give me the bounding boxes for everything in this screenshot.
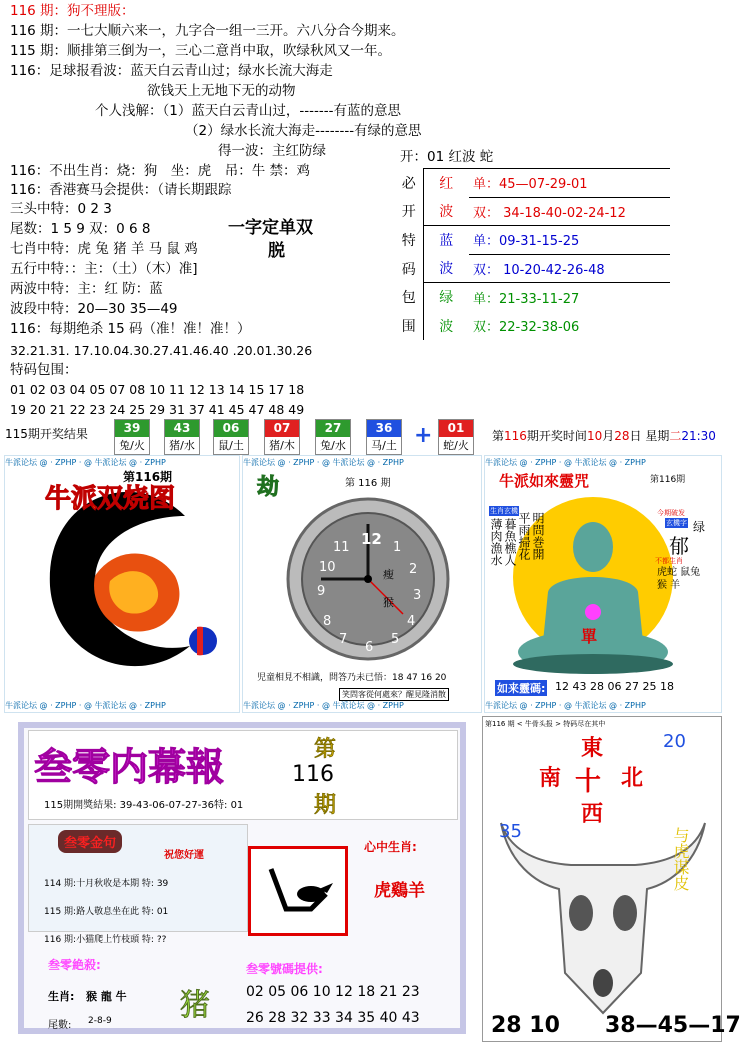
bottom-left-nums: 28 10	[491, 1013, 560, 1038]
right-tag: 玄機字	[666, 519, 687, 527]
panel-buddha	[484, 455, 722, 713]
kill-15-line: 116：每期绝杀 15 码（准！准！准！）	[10, 321, 251, 337]
ball-zodiac: 猪/水	[165, 437, 199, 454]
skull-header: 第116 期 < 牛骨头报 > 特码尽在其中	[485, 720, 606, 728]
left-col: 平雨掃花	[517, 512, 531, 560]
dir-west: 西	[581, 802, 604, 827]
result-ball	[315, 419, 351, 455]
bird-icon	[251, 849, 345, 933]
news-qi: 期	[314, 793, 337, 818]
left-col: 明問巻開	[531, 512, 545, 560]
wave-row: 单：21-33-11-27	[469, 283, 670, 312]
side-label: 包	[401, 290, 416, 307]
num-20: 20	[663, 731, 686, 752]
wave-segment-line: 波段中特：20—30 35—49	[10, 301, 178, 317]
panel-border-text: 牛派论坛 @ · ZPHP · @ 牛派论坛 @ · ZPHP	[243, 458, 404, 467]
single-double-title: 一字定单双	[228, 218, 313, 238]
panel-double-burn	[4, 455, 240, 713]
side-phrase: 与虎谋皮	[671, 827, 690, 891]
football-riddle: 116：足球报看波：蓝天白云青山过；绿水长流大海走	[10, 63, 333, 79]
clock-footer: 笑問客從何處來？醒見隆消散	[339, 688, 449, 701]
surround-row-1: 01 02 03 04 05 07 08 10 11 12 13 14 15 17 18	[10, 382, 305, 397]
bottom-nums: 12 43 28 06 27 25 18	[555, 680, 674, 693]
kill-label: 叁零絶殺:	[48, 958, 101, 972]
quote-sub: 祝您好運	[164, 850, 204, 861]
result-ball	[213, 419, 249, 455]
next-draw-time: 第116期开奖时间10月28日 星期二21:30	[492, 429, 716, 443]
clock-num: 11	[333, 540, 350, 555]
special-wave-table	[395, 168, 670, 340]
two-wave-line: 两波中特：主：红 防：蓝	[10, 281, 163, 297]
num-35: 35	[499, 821, 522, 842]
panel-border-text: 牛派论坛 @ · ZPHP · @ 牛派论坛 @ · ZPHP	[485, 458, 646, 467]
quote-116: 116 期:小猫爬上竹枝頭 特: ??	[44, 935, 167, 945]
wave-cat: 波	[423, 311, 469, 340]
dir-east: 東	[581, 736, 604, 761]
tail-line: 尾数：1 5 9 双：0 6 8	[10, 221, 151, 237]
wave-cat: 红	[423, 169, 469, 198]
ball-number: 07	[265, 420, 299, 437]
panel-border-text: 牛派论坛 @ · ZPHP · @ 牛派论坛 @ · ZPHP	[5, 458, 166, 467]
panel-inside-news	[18, 722, 466, 1034]
clock-center-bottom: 猴	[383, 596, 394, 609]
bird-frame	[248, 846, 348, 936]
ball-number: 27	[316, 420, 350, 437]
kill-numbers: 32.21.31. 17.10.04.30.27.41.46.40 .20.01.30.26	[10, 343, 313, 358]
clock-num: 1	[393, 540, 402, 555]
must-zodiac: 虎鷄羊	[374, 881, 425, 901]
wave-row: 单：09-31-15-25	[469, 226, 670, 255]
side-label: 必	[401, 175, 416, 192]
panel-title: 劫	[257, 475, 280, 500]
panel-bull-skull	[482, 716, 741, 1042]
panel-issue: 第116期	[123, 470, 173, 484]
panel-issue: 第116期	[650, 475, 686, 485]
kill-zodiac: 猴 龍 牛	[86, 990, 127, 1003]
riddle-116: 116 期：一七大顺六来一，九字合一组一三开。六八分合今期来。	[10, 23, 405, 39]
clock-num: 8	[323, 614, 332, 629]
wave-conclusion: 得一波：主红防绿	[218, 143, 326, 159]
left-col: 薄肉漁水	[489, 518, 503, 566]
chest-char: 單	[581, 627, 598, 646]
panel-border-text: 牛派论坛 @ · ZPHP · @ 牛派论坛 @ · ZPHP	[243, 701, 404, 710]
news-di: 第	[314, 737, 337, 762]
side-label: 码	[401, 261, 416, 278]
codes-row-2: 26 28 32 33 34 35 40 43	[246, 1010, 420, 1026]
plus-sign: +	[414, 423, 433, 448]
wave-cat: 绿	[423, 283, 469, 312]
not-zodiac-line: 116：不出生肖：烧：狗 坐：虎 吊：牛 禁：鸡	[10, 163, 311, 179]
ball-number: 39	[115, 420, 149, 437]
clock-num: 6	[365, 640, 374, 655]
right-big: 郁	[669, 534, 689, 558]
single-double-sub: 脱	[268, 241, 285, 261]
left-tag: 生肖玄機	[490, 507, 518, 515]
panel-title: 牛派如來靈咒	[499, 472, 590, 490]
surround-row-2: 19 20 21 22 23 24 25 29 31 37 41 45 47 48 49	[10, 402, 305, 417]
right-grid: 虎蛇 鼠兔猴 羊	[657, 567, 701, 591]
tail-label: 尾數:	[48, 1020, 72, 1031]
tail-value: 2-8-9	[88, 1016, 112, 1026]
ball-number: 06	[214, 420, 248, 437]
panel-border-text: 牛派论坛 @ · ZPHP · @ 牛派论坛 @ · ZPHP	[5, 701, 166, 710]
clock-num: 7	[339, 632, 348, 647]
explain-2: （2）绿水长流大海走--------有绿的意思	[185, 123, 422, 139]
center-cross: 十	[575, 767, 602, 797]
clock-num: 3	[413, 588, 422, 603]
result-ball	[264, 419, 300, 455]
news-issue: 116	[292, 762, 334, 787]
kill-zodiac-label: 生肖:	[48, 990, 75, 1003]
result-ball	[164, 419, 200, 455]
dir-south: 南	[539, 766, 562, 791]
news-title: 叁零内幕報	[34, 744, 225, 789]
side-label: 开	[401, 204, 416, 221]
result-ball	[366, 419, 402, 455]
ball-zodiac: 兔/水	[316, 437, 350, 454]
special-surround-label: 特码包围：	[10, 362, 78, 378]
right-tag: 今期破发	[657, 509, 685, 517]
panel-issue: 第 116 期	[345, 478, 391, 489]
quote-badge: 叁零金句	[58, 830, 122, 853]
explain-1: 个人浅解：（1）蓝天白云青山过，-------有蓝的意思	[95, 103, 401, 119]
zodiac-clock-image	[283, 494, 453, 664]
news-prev-result: 115期開獎結果: 39-43-06-07-27-36特: 01	[44, 800, 244, 811]
ball-zodiac: 兔/火	[115, 437, 149, 454]
clock-caption: 児童相見不相識，問答乃未已悟：18 47 16 20	[257, 673, 447, 683]
must-label: 心中生肖:	[364, 840, 417, 854]
jockey-club-line: 116：香港赛马会提供：（请长期跟踪	[10, 182, 232, 198]
codes-label: 叁零號碼提供:	[246, 962, 323, 976]
right-tag: 不都生肖	[655, 557, 683, 565]
wave-cat: 蓝	[423, 226, 469, 255]
wave-cat: 波	[423, 197, 469, 226]
open-result: 开：01 红波 蛇	[400, 149, 494, 165]
seven-zodiac-line: 七肖中特：虎 兔 猪 羊 马 鼠 鸡	[10, 241, 198, 257]
clock-num: 4	[407, 614, 416, 629]
ball-zodiac: 马/土	[367, 437, 401, 454]
head-line: 三头中特：0 2 3	[10, 201, 112, 217]
wave-row: 双：22-32-38-06	[473, 320, 580, 336]
clock-num: 9	[317, 584, 326, 599]
clock-center-top: 瘦	[383, 568, 394, 581]
clock-num: 2	[409, 562, 418, 577]
wave-row: 双： 34-18-40-02-24-12	[469, 197, 670, 226]
bottom-label: 如来靈碼:	[497, 682, 546, 695]
bottom-right-nums: 38—45—17	[605, 1013, 741, 1038]
dir-north: 北	[621, 766, 644, 791]
quote-115: 115 期:路人敬息坐在此 特: 01	[44, 907, 169, 917]
panel-title: 牛派双烧图	[45, 484, 176, 514]
wave-row: 双： 10-20-42-26-48	[469, 254, 670, 283]
animal-riddle: 欲钱天上无地下无的动物	[147, 83, 296, 99]
left-col: 暮魚樵人	[503, 518, 517, 566]
clock-num: 10	[319, 560, 336, 575]
ball-zodiac: 蛇/火	[439, 437, 473, 454]
result-ball	[114, 419, 150, 455]
wave-row: 单：45—07-29-01	[469, 169, 670, 198]
right-small: 绿	[693, 520, 706, 534]
clock-num: 5	[391, 632, 400, 647]
panel-border-text: 牛派论坛 @ · ZPHP · @ 牛派论坛 @ · ZPHP	[485, 701, 646, 710]
issue-header: 116 期：狗不理版：	[10, 3, 135, 19]
codes-row-1: 02 05 06 10 12 18 21 23	[246, 984, 420, 1000]
ball-zodiac: 猪/木	[265, 437, 299, 454]
ball-zodiac: 鼠/土	[214, 437, 248, 454]
five-element-line: 五行中特：：主：（土）（木）准]	[10, 261, 198, 277]
wave-cat: 波	[423, 254, 469, 283]
riddle-115: 115 期：顺排第三倒为一，三心二意肖中取，吹绿秋风又一年。	[10, 43, 392, 59]
side-label: 围	[401, 318, 416, 335]
special-ball	[438, 419, 474, 455]
quote-114: 114 期:十月秋收是本期 特: 39	[44, 879, 169, 889]
panel-clock	[242, 455, 482, 713]
clock-num-12: 12	[361, 530, 382, 548]
ball-number: 01	[439, 420, 473, 437]
side-label: 特	[401, 232, 416, 249]
results-label: 115期开奖结果	[5, 427, 88, 441]
ball-number: 43	[165, 420, 199, 437]
ball-number: 36	[367, 420, 401, 437]
pig-char: 猪	[180, 988, 210, 1023]
